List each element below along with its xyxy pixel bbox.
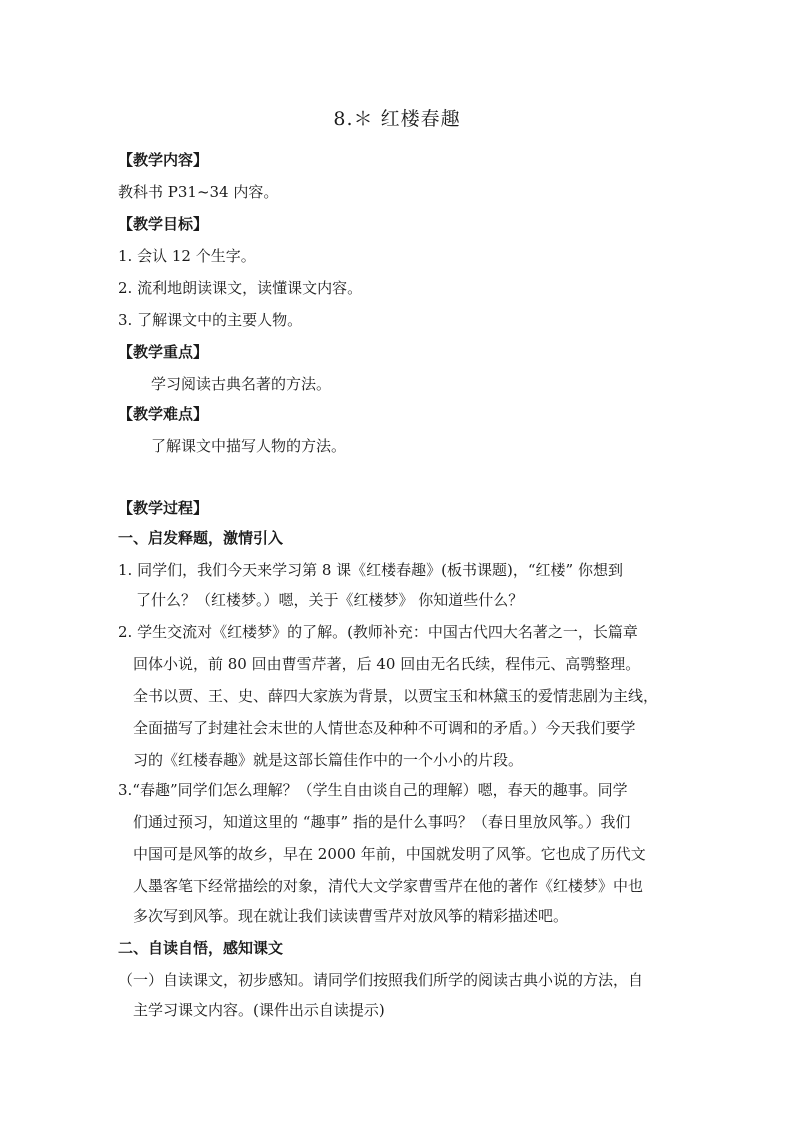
paragraph-line: （一）自读课文，初步感知。请同学们按照我们所学的阅读古典小说的方法，自	[118, 971, 644, 989]
page-title: 8.＊ 红楼春趣	[333, 108, 461, 130]
paragraph-line: 习的《红楼春趣》就是这部长篇佳作中的一个小小的片段。	[133, 751, 524, 769]
paragraph-line: 们通过预习，知道这里的 “趣事” 指的是什么事吗？（春日里放风筝。）我们	[133, 813, 631, 831]
paragraph-line: 回体小说，前 80 回由曹雪芹著，后 40 回由无名氏续，程伟元、高鹗整理。	[133, 655, 641, 673]
part-heading-1: 一、启发释题，激情引入	[118, 529, 284, 547]
difficulty-text: 了解课文中描写人物的方法。	[151, 437, 347, 455]
paragraph-line: 主学习课文内容。(课件出示自读提示)	[133, 1001, 385, 1019]
paragraph-line: 3.“春趣”同学们怎么理解？（学生自由谈自己的理解）嗯，春天的趣事。同学	[118, 781, 628, 799]
goal-item: 1. 会认 12 个生字。	[118, 247, 256, 265]
paragraph-line: 2. 学生交流对《红楼梦》的了解。(教师补充：中国古代四大名著之一，长篇章	[118, 623, 638, 641]
section-heading-key: 【教学重点】	[118, 343, 209, 361]
section-heading-goals: 【教学目标】	[118, 215, 209, 233]
section-heading-content: 【教学内容】	[118, 151, 209, 169]
paragraph-line: 全面描写了封建社会末世的人情世态及种种不可调和的矛盾。）今天我们要学	[133, 719, 636, 737]
paragraph-line: 了什么？（红楼梦。）嗯，关于《红楼梦》 你知道些什么？	[136, 591, 524, 609]
content-text: 教科书 P31~34 内容。	[118, 183, 279, 201]
part-heading-2: 二、自读自悟，感知课文	[118, 939, 284, 957]
section-heading-difficulty: 【教学难点】	[118, 405, 209, 423]
goal-item: 3. 了解课文中的主要人物。	[118, 311, 303, 329]
paragraph-line: 人墨客笔下经常描绘的对象，清代大文学家曹雪芹在他的著作《红楼梦》中也	[133, 877, 644, 895]
paragraph-line: 全书以贾、王、史、薛四大家族为背景，以贾宝玉和林黛玉的爱情悲剧为主线，	[133, 687, 659, 705]
paragraph-line: 中国可是风筝的故乡，早在 2000 年前，中国就发明了风筝。它也成了历代文	[133, 845, 646, 863]
key-text: 学习阅读古典名著的方法。	[151, 375, 332, 393]
goal-item: 2. 流利地朗读课文，读懂课文内容。	[118, 279, 363, 297]
paragraph-line: 多次写到风筝。现在就让我们读读曹雪芹对放风筝的精彩描述吧。	[133, 907, 569, 925]
section-heading-process: 【教学过程】	[118, 499, 209, 517]
paragraph-line: 1. 同学们，我们今天来学习第 8 课《红楼春趣》(板书课题)，“红楼” 你想到	[118, 561, 623, 579]
